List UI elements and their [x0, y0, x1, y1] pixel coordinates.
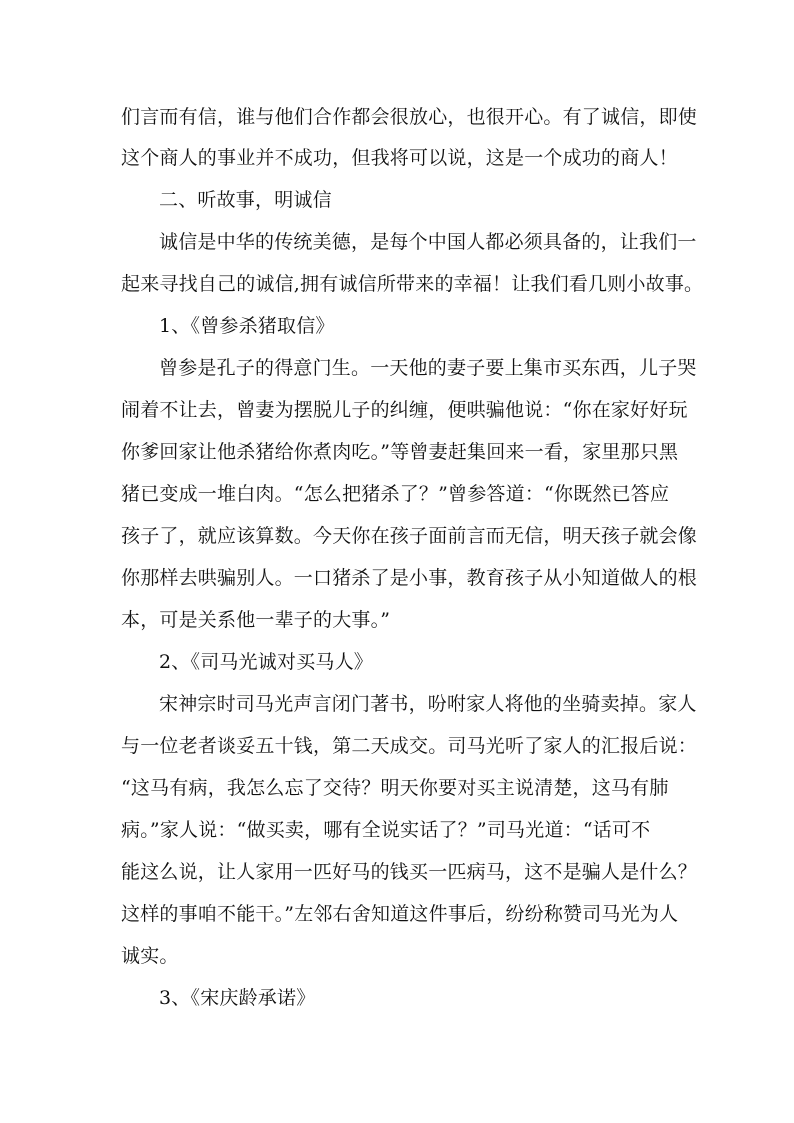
paragraph-line: 曾参是孔子的得意门生。一天他的妻子要上集市买东西，儿子哭: [159, 357, 697, 379]
paragraph-line: 闹着不让去，曾妻为摆脱儿子的纠缠，便哄骗他说：“你在家好好玩: [121, 399, 688, 421]
paragraph-line: 们言而有信，谁与他们合作都会很放心，也很开心。有了诚信，即使: [121, 106, 698, 128]
paragraph-line: 你爹回家让他杀猪给你煮肉吃。”等曾妻赶集回来一看，家里那只黑: [121, 441, 679, 463]
paragraph-line: 与一位老者谈妥五十钱，第二天成交。司马光听了家人的汇报后说：: [121, 735, 698, 757]
section-heading: 二、听故事，明诚信: [159, 189, 332, 211]
story-title: 2、《司马光诚对买马人》: [159, 651, 373, 673]
paragraph-line: 猪已变成一堆白肉。“怎么把猪杀了？”曾参答道：“你既然已答应: [121, 483, 670, 505]
paragraph-line: 这样的事咱不能干。”左邻右舍知道这件事后，纷纷称赞司马光为人: [121, 903, 679, 925]
paragraph-line: 孩子了，就应该算数。今天你在孩子面前言而无信，明天孩子就会像: [121, 525, 698, 547]
paragraph-line: 病。”家人说：“做买卖，哪有全说实话了？”司马光道：“话可不: [121, 819, 651, 841]
paragraph-line: 本，可是关系他一辈子的大事。”: [121, 609, 391, 631]
paragraph-line: 你那样去哄骗别人。一口猪杀了是小事，教育孩子从小知道做人的根: [121, 567, 698, 589]
paragraph-line: 这个商人的事业并不成功，但我将可以说，这是一个成功的商人！: [121, 147, 678, 169]
paragraph-line: 能这么说，让人家用一匹好马的钱买一匹病马，这不是骗人是什么？: [121, 861, 698, 883]
paragraph-line: “这马有病，我怎么忘了交待？明天你要对买主说清楚，这马有肺: [121, 777, 669, 799]
paragraph-line: 诚实。: [121, 945, 179, 967]
paragraph-line: 起来寻找自己的诚信,拥有诚信所带来的幸福！让我们看几则小故事。: [121, 273, 704, 295]
paragraph-line: 诚信是中华的传统美德，是每个中国人都必须具备的，让我们一: [159, 231, 697, 253]
paragraph-line: 宋神宗时司马光声言闭门著书，吩咐家人将他的坐骑卖掉。家人: [159, 693, 697, 715]
story-title: 3、《宋庆龄承诺》: [159, 987, 316, 1009]
story-title: 1、《曾参杀猪取信》: [159, 315, 335, 337]
